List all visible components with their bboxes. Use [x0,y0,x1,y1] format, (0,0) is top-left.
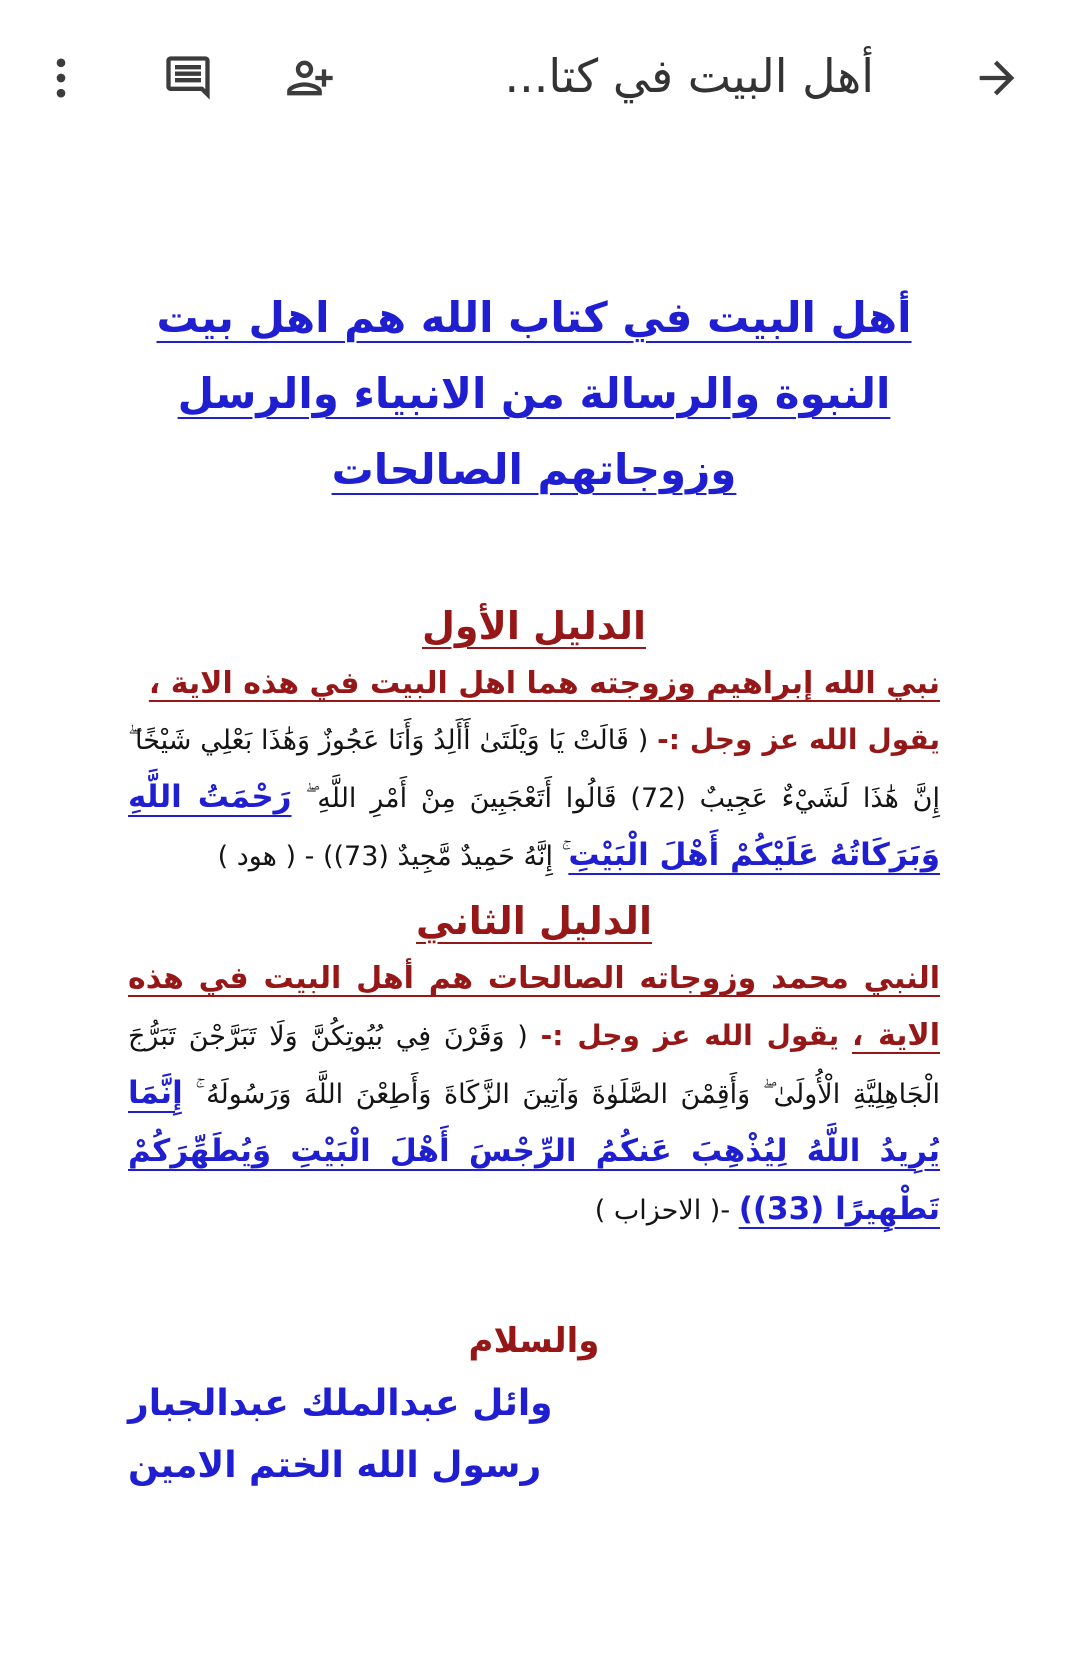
comment-icon[interactable] [160,50,216,106]
verse-reference: ۚ إِنَّهُ حَمِيدٌ مَّجِيدٌ (73)) - ( هود ) [217,841,562,872]
document-title-bar: أهل البيت في كتا... [504,49,874,103]
speaker-label: يقول الله عز وجل :- [540,1019,840,1052]
section-verse-2 [128,951,940,1239]
verse-text: ( وَقَرْنَ فِي بُيُوتِكُنَّ وَلَا تَبَرَّجْنَ تَبَرُّجَ الْجَاهِلِيَّةِ الْأُولَىٰ ۖ وَأَقِمْنَ الصَّلَوٰةَ وَآتِينَ الزَّكَاةَ وَأَطِعْنَ اللَّهَ وَرَسُولَهُ ۚ [128,1021,940,1110]
app-toolbar [0,0,1080,160]
person-add-icon[interactable] [283,50,339,106]
section-intro-2: النبي محمد وزوجاته الصالحات هم أهل البيت في هذه الاية ، [128,961,941,1053]
verse-highlight: رَحْمَتُ اللَّهِ وَبَرَكَاتُهُ عَلَيْكُمْ أَهْلَ الْبَيْتِ [128,779,940,873]
author-signature: رسول الله الختم الامين [128,1445,542,1486]
author-name: وائل عبدالملك عبدالجبار [128,1383,553,1424]
section-heading-1: الدليل الأول [421,604,647,648]
speaker-label: يقول الله عز وجل :- [657,723,941,756]
arrow-forward-icon[interactable] [969,50,1025,106]
section-intro-1: نبي الله إبراهيم وزوجته هما اهل البيت في هذه الاية ، [148,666,940,701]
verse-text: ( قَالَتْ يَا وَيْلَتَىٰ أَأَلِدُ وَأَنَا عَجُوزٌ وَهَٰذَا بَعْلِي شَيْخًا ۖ إِنَّ هَٰذَا لَشَيْءٌ عَجِيبٌ (72) قَالُوا أَتَعْجَبِينَ مِنْ أَمْرِ اللَّهِ ۖ [128,725,940,814]
section-verse-1 [128,712,940,885]
document-heading: أهل البيت في كتاب الله هم اهل بيت النبوة والرسالة من الانبياء والرسل وزوجاتهم الصالحات [156,293,912,494]
verse-reference: -( الاحزاب ) [594,1195,731,1226]
verse-highlight: إِنَّمَا يُرِيدُ اللَّهُ لِيُذْهِبَ عَنكُمُ الرِّجْسَ أَهْلَ الْبَيْتِ وَيُطَهِّرَكُمْ تَطْهِيرًا (33)) [128,1075,940,1227]
closing-greeting: والسلام [468,1321,600,1361]
section-heading-2: الدليل الثاني [416,899,652,943]
document-body [128,280,940,1497]
more-vert-icon[interactable] [33,50,89,106]
